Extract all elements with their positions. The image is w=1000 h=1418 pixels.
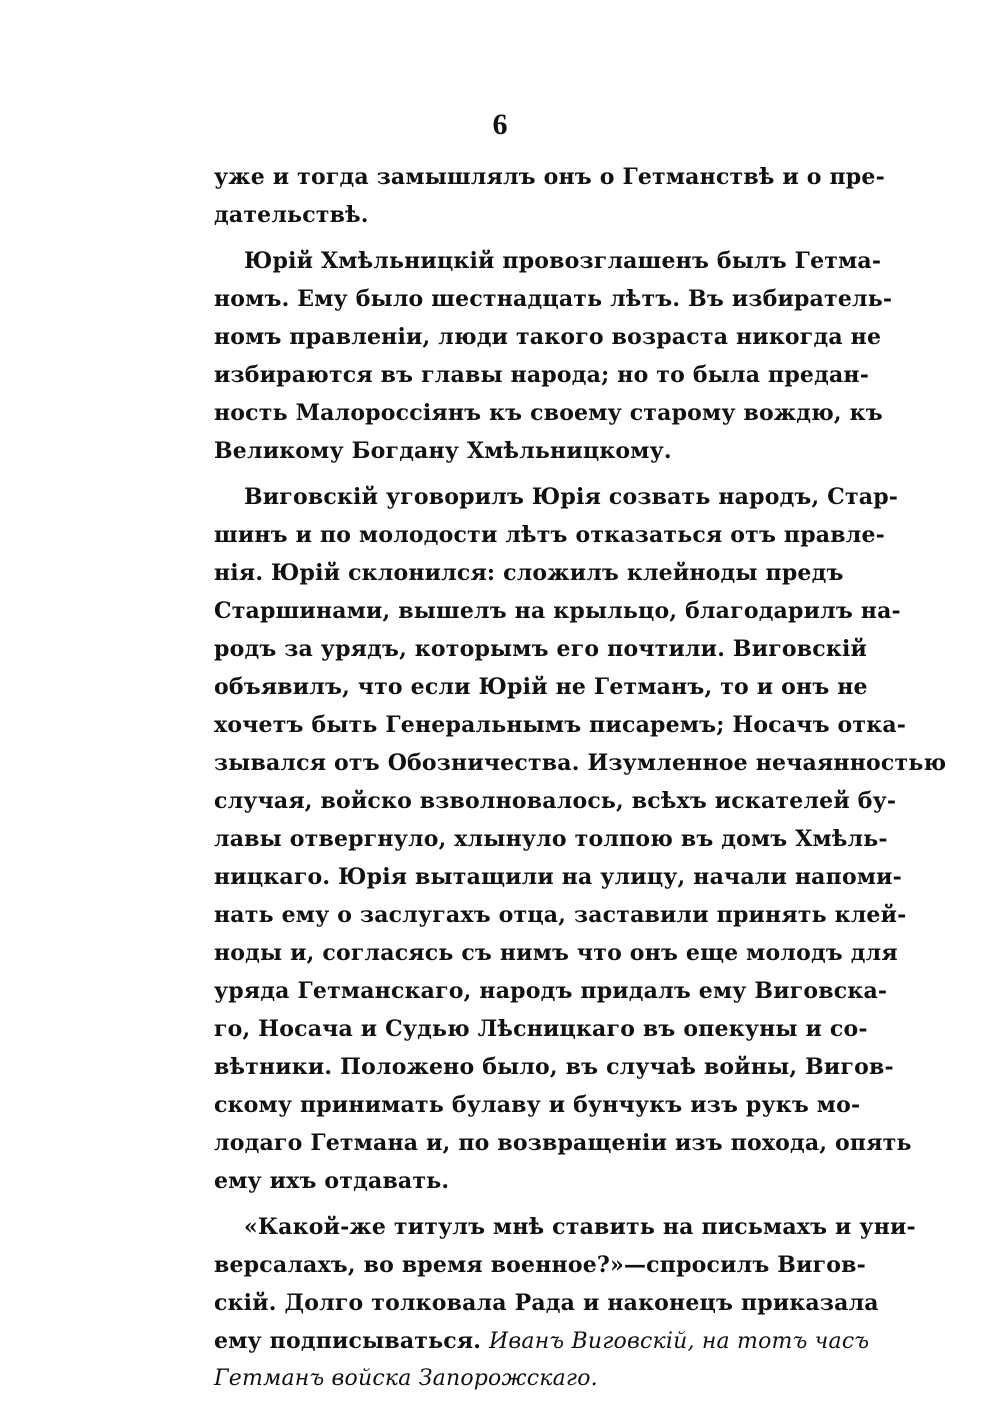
text-line: шинъ и по молодости лѣтъ отказаться отъ правле- — [214, 522, 885, 548]
text-line: номъ. Ему было шестнадцать лѣтъ. Въ избиратель- — [214, 286, 893, 312]
paragraph-2 — [214, 242, 893, 470]
paragraph-1 — [214, 158, 885, 234]
text-line: уряда Гетманскаго, народъ придалъ ему Виговска- — [214, 978, 888, 1004]
text-line: объявилъ, что если Юрій не Гетманъ, то и онъ не — [214, 674, 868, 700]
signature-line-1: Иванъ Виговскій, на тотъ часъ — [489, 1329, 870, 1354]
text-line: нія. Юрій склонился: сложилъ клейноды предъ — [214, 560, 844, 586]
text-line: хочетъ быть Генеральнымъ писаремъ; Носачъ отка- — [214, 712, 907, 738]
text-line: Старшинами, вышелъ на крыльцо, благодарилъ на- — [214, 598, 901, 624]
text-line: уже и тогда замышлялъ онъ о Гетманствѣ и о пре- — [214, 164, 885, 190]
text-line: ему ихъ отдавать. — [214, 1168, 450, 1194]
page-number: 6 — [492, 108, 508, 141]
text-line: случая, войско взволновалось, всѣхъ искателей бу- — [214, 788, 897, 814]
text-line: вѣтники. Положено было, въ случаѣ войны, Вигов- — [214, 1054, 894, 1080]
text-line: нать ему о заслугахъ отца, заставили принять клей- — [214, 902, 907, 928]
body-text — [214, 158, 947, 1406]
text-line: скій. Долго толковала Рада и наконецъ приказала — [214, 1290, 879, 1316]
text-line-with-signature — [214, 1322, 870, 1360]
text-line: номъ правленіи, люди такого возраста никогда не — [214, 324, 882, 350]
paragraph-4 — [214, 1208, 916, 1398]
text-line: дательствѣ. — [214, 202, 369, 228]
paragraph-3 — [214, 478, 947, 1200]
text-line: лодаго Гетмана и, по возвращеніи изъ похода, опять — [214, 1130, 912, 1156]
text-line-end: ему подписываться. — [214, 1328, 482, 1354]
text-line: ноды и, согласясь съ нимъ что онъ еще молодъ для — [214, 940, 898, 966]
text-line: ницкаго. Юрія вытащили на улицу, начали напоми- — [214, 864, 902, 890]
text-line: Юрій Хмѣльницкій провозглашенъ былъ Гетма- — [244, 248, 882, 274]
text-line: Виговскій уговорилъ Юрія созвать народъ, Стар- — [244, 484, 899, 510]
text-line: избираются въ главы народа; но то была предан- — [214, 362, 870, 388]
text-line: лавы отвергнуло, хлынуло толпою въ домъ Хмѣль- — [214, 826, 888, 852]
text-line: Великому Богдану Хмѣльницкому. — [214, 438, 672, 464]
text-line: зывался отъ Обозничества. Изумленное нечаянностью — [214, 750, 947, 776]
text-line: «Какой-же титулъ мнѣ ставить на письмахъ и уни- — [244, 1214, 916, 1240]
text-line: го, Носача и Судью Лѣсницкаго въ опекуны и со- — [214, 1016, 868, 1042]
signature-line-2: Гетманъ войска Запорожскаго. — [214, 1366, 598, 1391]
text-line: родъ за урядъ, которымъ его почтили. Виговскій — [214, 636, 868, 662]
text-line: ность Малороссіянъ къ своему старому вождю, къ — [214, 400, 883, 426]
text-line: версалахъ, во время военное?»—спросилъ Вигов- — [214, 1252, 866, 1278]
text-line: скому принимать булаву и бунчукъ изъ рукъ мо- — [214, 1092, 861, 1118]
